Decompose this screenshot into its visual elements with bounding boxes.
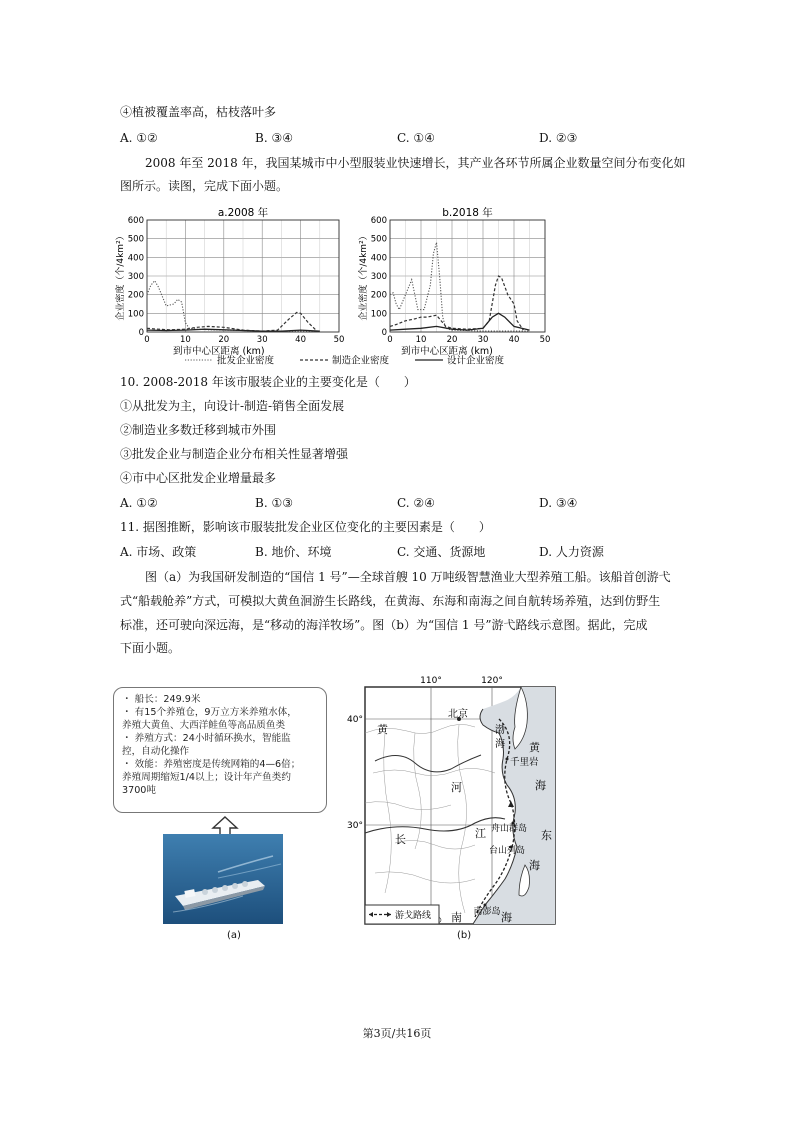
- sea-char-hai3: 海: [529, 859, 540, 872]
- legend-route-label: 游戈路线: [395, 911, 432, 921]
- q9-option-d: D. ②③: [539, 131, 578, 145]
- ship-photo: [163, 834, 283, 924]
- x-tick-label: 20: [218, 335, 230, 345]
- figure-b-caption: (b): [457, 930, 472, 941]
- q9-option-a: A. ①②: [120, 131, 158, 145]
- sea-char-hai4: 海: [501, 911, 512, 924]
- intro2-line4: 下面小题。: [120, 641, 181, 655]
- y-tick-label: 600: [370, 216, 387, 226]
- x-tick-label: 50: [333, 335, 345, 345]
- ship-info-box: [113, 687, 327, 813]
- info-line: ・ 船长：249.9米: [122, 694, 201, 705]
- x-tick-label: 30: [256, 335, 268, 345]
- lon-label-110: 110°: [420, 676, 442, 686]
- sea-char-huang2: 黄: [529, 741, 540, 754]
- x-tick-label: 0: [387, 335, 393, 345]
- chart-2008: [114, 206, 344, 357]
- q11-option-b: B. 地价、环境: [255, 545, 332, 559]
- info-line: ・ 养殖方式：24小时循环换水，智能监: [122, 733, 291, 744]
- label-zhoushan: 舟山群岛: [490, 824, 528, 834]
- y-tick-label: 300: [370, 272, 387, 282]
- x-tick-label: 0: [144, 335, 150, 345]
- series-line-3: [390, 313, 530, 330]
- x-tick-label: 10: [179, 335, 191, 345]
- q10-option-c: C. ②④: [397, 496, 435, 510]
- y-tick-label: 200: [127, 290, 144, 301]
- q10-item-2: ②制造业多数迁移到城市外围: [120, 423, 277, 437]
- q11-stem: 11. 据图推断，影响该市服装批发企业区位变化的主要因素是（ ）: [120, 520, 491, 534]
- sea-char-hai1: 海: [495, 739, 505, 750]
- river-char-huang: 黄: [377, 723, 388, 736]
- chart-legend: [185, 355, 505, 367]
- q11-option-a: A. 市场、政策: [120, 545, 197, 559]
- label-nanpeng: 南澎岛: [473, 907, 501, 917]
- info-line: 养殖大黄鱼、大西洋鲑鱼等高品质鱼类: [122, 720, 286, 731]
- y-tick-label: 100: [370, 309, 387, 320]
- q9-option-c: C. ①④: [397, 131, 435, 145]
- info-line: 控，自动化操作: [122, 746, 190, 757]
- q10-item-4: ④市中心区批发企业增量最多: [120, 471, 277, 485]
- q11-option-d: D. 人力资源: [539, 545, 604, 559]
- q9-option-b: B. ③④: [255, 131, 293, 145]
- info-line: 养殖周期缩短1/4以上；设计年产鱼类约: [122, 772, 291, 783]
- y-tick-label: 0: [381, 328, 387, 338]
- legend-label: 批发企业密度: [217, 355, 275, 367]
- lat-label-40: 40°: [347, 715, 363, 725]
- enterprise-density-charts: [110, 200, 580, 370]
- sea-char-dong: 东: [541, 829, 552, 842]
- route-map: [347, 673, 563, 945]
- label-beijing: 北京: [448, 709, 468, 720]
- y-tick-label: 100: [127, 309, 144, 320]
- y-tick-label: 0: [138, 328, 144, 338]
- q11-option-c: C. 交通、货源地: [397, 545, 486, 559]
- intro1-line1: 2008 年至 2018 年，我国某城市中小型服装业快速增长，其产业各环节所属企业数量空间分布变化如: [145, 156, 686, 170]
- sea-char-hai2: 海: [535, 779, 546, 792]
- y-axis-label: 企业密度（个/4km²）: [359, 231, 369, 321]
- chart-2018: [357, 206, 550, 357]
- y-tick-label: 500: [127, 234, 144, 245]
- x-tick-label: 30: [477, 335, 489, 345]
- intro2-line1: 图（a）为我国研发制造的“国信 1 号”—全球首艘 10 万吨级智慧渔业大型养殖工船。该船首创游弋: [145, 570, 671, 584]
- x-tick-label: 20: [446, 335, 458, 345]
- y-tick-label: 300: [127, 272, 144, 282]
- sea-char-bo: 渤: [495, 725, 505, 736]
- y-tick-label: 400: [127, 253, 144, 264]
- intro1-line2: 图所示。读图，完成下面小题。: [120, 179, 289, 193]
- river-char-he: 河: [451, 781, 462, 794]
- y-tick-label: 600: [127, 216, 144, 226]
- label-taishan: 台山列岛: [488, 846, 526, 856]
- q10-stem: 10. 2008-2018 年该市服装企业的主要变化是（ ）: [120, 375, 416, 389]
- series-line-2: [390, 276, 523, 330]
- y-axis-label: 企业密度（个/4km²）: [116, 231, 126, 321]
- info-line: ・ 效能：养殖密度是传统网箱的4—6倍；: [122, 759, 301, 770]
- info-line: ・ 有15个养殖仓，9万立方米养殖水体，: [122, 707, 297, 718]
- lon-label-120: 120°: [481, 676, 503, 686]
- y-tick-label: 500: [370, 234, 387, 245]
- intro2-line2: 式“船载舱养”方式，可模拟大黄鱼洄游生长路线，在黄海、东海和南海之间自航转场养殖，达到仿野生: [120, 594, 661, 608]
- x-tick-label: 40: [508, 335, 520, 345]
- series-line-2: [147, 312, 316, 331]
- page-footer: 第3页/共16页: [362, 1027, 432, 1040]
- q10-item-1: ①从批发为主，向设计-制造-销售全面发展: [120, 399, 345, 413]
- q10-item-3: ③批发企业与制造企业分布相关性显著增强: [120, 447, 349, 461]
- q10-option-a: A. ①②: [120, 496, 158, 510]
- series-line-1: [147, 281, 320, 331]
- route-map-wrapper: [347, 673, 563, 948]
- x-axis-label: 到市中心区距离 (km): [401, 346, 493, 357]
- qianliyan-marker: [506, 758, 509, 761]
- q10-option-d: D. ③④: [539, 496, 578, 510]
- y-tick-label: 400: [370, 253, 387, 264]
- series-line-1: [390, 242, 530, 331]
- figure-a-caption: (a): [227, 930, 241, 941]
- river-char-jiang: 江: [475, 827, 486, 840]
- q9-option-4: ④植被覆盖率高，枯枝落叶多: [120, 105, 277, 119]
- lat-label-30: 30°: [347, 821, 363, 831]
- legend-label: 设计企业密度: [447, 355, 505, 367]
- label-qianliyan: 千里岩: [510, 757, 539, 768]
- x-tick-label: 40: [295, 335, 307, 345]
- y-tick-label: 200: [370, 290, 387, 301]
- legend-label: 制造企业密度: [332, 355, 390, 367]
- intro2-line3: 标准，还可驶向深远海，是“移动的海洋牧场”。图（b）为“国信 1 号”游弋路线示意图。据此，完成: [120, 618, 648, 632]
- x-tick-label: 10: [415, 335, 427, 345]
- x-tick-label: 50: [539, 335, 551, 345]
- q10-option-b: B. ①③: [255, 496, 293, 510]
- sea-char-nan: 南: [451, 911, 462, 924]
- x-axis-label: 到市中心区距离 (km): [172, 346, 265, 357]
- river-char-chang: 长: [395, 833, 406, 846]
- chart-title: a.2008 年: [217, 207, 269, 219]
- charts-wrapper: [110, 200, 580, 373]
- chart-title: b.2018 年: [442, 207, 493, 219]
- info-line: 3700吨: [122, 785, 157, 796]
